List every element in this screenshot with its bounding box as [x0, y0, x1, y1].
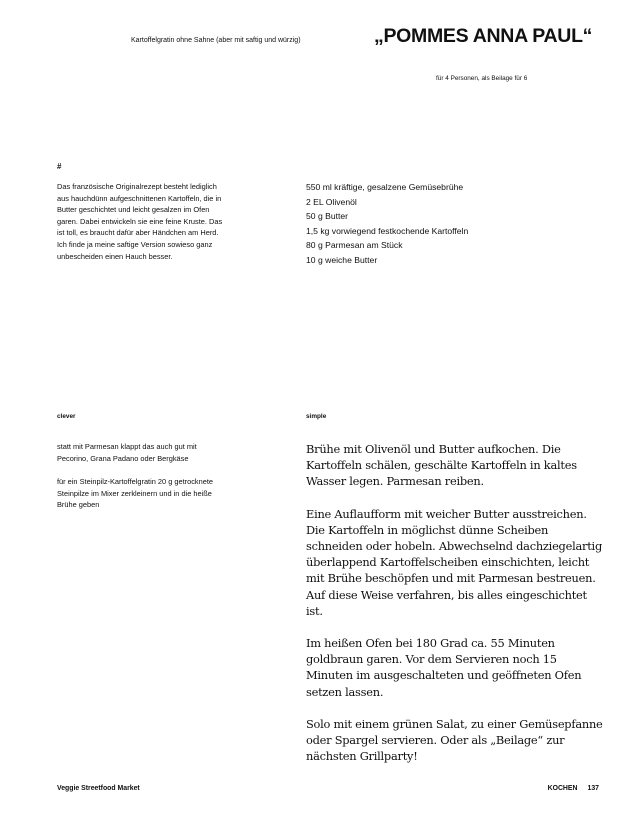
step-paragraph: Brühe mit Olivenöl und Butter aufkochen. Die Kartoffeln schälen, geschälte Kartoffeln in kaltes Wasser legen. Parmesan reiben.: [306, 442, 577, 489]
ingredient-item: 2 EL Olivenöl: [306, 196, 357, 207]
preparation-steps: [306, 441, 606, 780]
clever-tips: [57, 441, 222, 523]
ingredient-item: 10 g weiche Butter: [306, 254, 378, 265]
servings-note: für 4 Personen, als Beilage für 6: [436, 75, 528, 82]
step-paragraph: Im heißen Ofen bei 180 Grad ca. 55 Minuten goldbraun garen. Vor dem Servieren noch 15 Minuten im ausgeschalteten und geöffneten Ofen setzen lassen.: [306, 636, 582, 699]
clever-label: clever: [57, 413, 76, 420]
step-paragraph: Solo mit einem grünen Salat, zu einer Gemüsepfanne oder Spargel servieren. Oder als „Beilage“ zur nächsten Grillparty!: [306, 716, 603, 764]
simple-label: simple: [306, 413, 327, 420]
step-paragraph: Eine Auflaufform mit weicher Butter ausstreichen. Die Kartoffeln in möglichst dünne Scheiben schneiden oder hobeln. Abwechselnd dachziegelartig überlappend Kartoffelscheiben einschichten, leicht mit Brühe beschöpfen und mit Parmesan bestreuen. Auf diese Weise verfahren, bis alles eingeschichtet ist.: [306, 506, 602, 618]
ingredient-item: 1,5 kg vorwiegend festkochende Kartoffeln: [306, 225, 469, 236]
ingredient-item: 80 g Parmesan am Stück: [306, 240, 403, 251]
recipe-subtitle: Kartoffelgratin ohne Sahne (aber mit saftig und würzig): [131, 37, 301, 44]
ingredient-item: 550 ml kräftige, gesalzene Gemüsebrühe: [306, 182, 464, 192]
page-number: 137: [587, 785, 599, 792]
footer-page-info: [548, 784, 599, 793]
tip-text: für ein Steinpilz-Kartoffelgratin 20 g getrocknete Steinpilze im Mixer zerkleinern und in die heiße Brühe geben: [57, 477, 213, 510]
intro-marker: #: [57, 162, 62, 171]
footer-section: KOCHEN: [547, 785, 578, 792]
ingredient-item: 50 g Butter: [306, 211, 349, 222]
intro-text: Das französische Originalrezept besteht lediglich aus hauchdünn aufgeschnittenen Kartoffeln, die in Butter geschichtet und leicht gesalzen im Ofen garen. Dabei entwickeln sie eine feine Kruste. Das ist toll, es braucht dafür aber Händchen am Herd. Ich finde ja meine saftige Version sowieso ganz unbescheiden einen Hauch besser.: [57, 182, 223, 261]
ingredient-list: [306, 180, 468, 268]
tip-text: statt mit Parmesan klappt das auch gut mit Pecorino, Grana Padano oder Bergkäse: [57, 442, 197, 463]
recipe-title: „POMMES ANNA PAUL“: [374, 25, 593, 47]
footer-book-title: Veggie Streetfood Market: [57, 785, 140, 792]
